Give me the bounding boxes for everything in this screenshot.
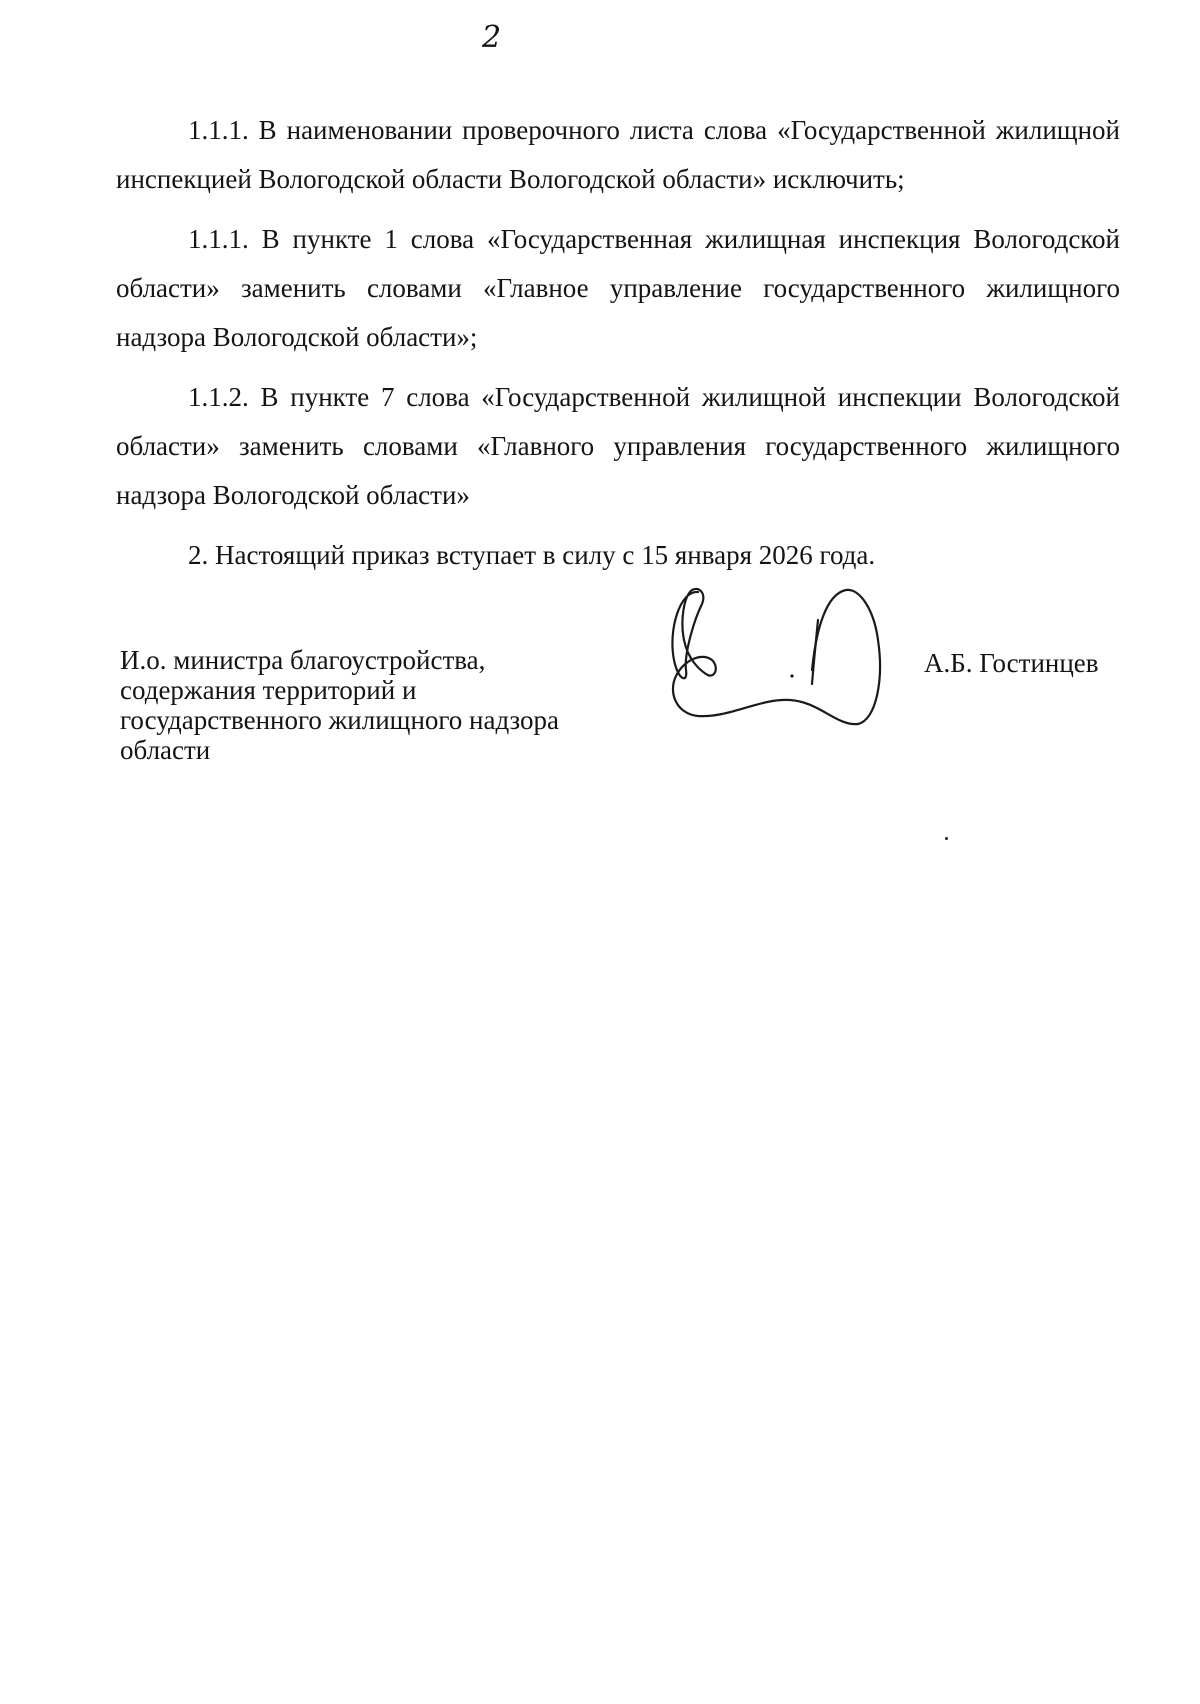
signer-title: И.о. министра благоустройства, содержания территорий и государственного жилищного надзора области	[120, 645, 560, 765]
page-number: 2	[482, 20, 502, 55]
signer-name: А.Б. Гостинцев	[924, 648, 1099, 678]
paragraph-1-1-1-title: 1.1.1. В наименовании проверочного листа слова «Государственной жилищной инспекцией Вологодской области Вологодской области» исключить;	[116, 115, 1120, 194]
paragraph-1-1-2-point-7: 1.1.2. В пункте 7 слова «Государственной жилищной инспекции Вологодской области» заменить словами «Главного управления государственного жилищного надзора Вологодской области»	[116, 382, 1120, 510]
paragraph-effective-date: 2. Настоящий приказ вступает в силу с 15 января 2026 года.	[188, 540, 876, 570]
document-body	[116, 106, 1120, 580]
scan-speck	[945, 837, 948, 840]
paragraph-1-1-1-point-1: 1.1.1. В пункте 1 слова «Государственная жилищная инспекция Вологодской области» заменить словами «Главное управление государственного жилищного надзора Вологодской области»;	[116, 224, 1120, 352]
handwritten-signature	[640, 580, 890, 750]
